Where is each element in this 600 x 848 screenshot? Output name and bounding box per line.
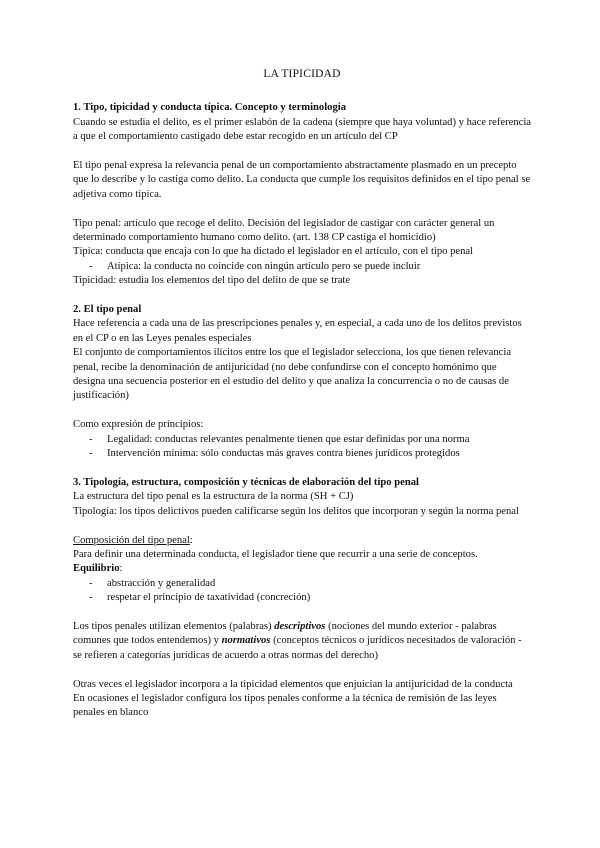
- section-1-paragraph-3: Tipo penal: artículo que recoge el delito. Decisión del legislador de castigar con carácter general un determinado comportamiento humano como delito. (art. 138 CP castiga el homicidio): [73, 217, 495, 244]
- section-1-paragraph-5: Tipicidad: estudia los elementos del tipo del delito de que se trate: [73, 275, 351, 287]
- equilibrio-line: [73, 562, 531, 576]
- composition-colon: :: [189, 534, 193, 546]
- section-3-paragraph-6: En ocasiones el legislador configura los tipos penales conforme a la técnica de remisión de las leyes penales en blanco: [73, 692, 497, 719]
- section-1-paragraph-4: Típica: conducta que encaja con lo que ha dictado el legislador en el artículo, con el tipo penal: [73, 246, 474, 258]
- document-title: LA TIPICIDAD: [263, 68, 341, 80]
- list-item-text: Intervención mínima: sólo conductas más graves contra bienes jurídicos protegidos: [107, 448, 460, 460]
- composition-line: [73, 534, 531, 548]
- list-item: [73, 433, 531, 447]
- section-1-paragraph-2: El tipo penal expresa la relevancia penal de un comportamiento abstractamente plasmado en un precepto que lo describe y lo castiga como delito. La conducta que cumple los requisitos definidos en el tipo penal se adjetiva como típica.: [73, 160, 531, 200]
- list-item-text: Legalidad: conductas relevantes penalmente tienen que estar definidas por una norma: [107, 433, 470, 445]
- composition-label: Composición del tipo penal: [73, 534, 190, 546]
- section-3-paragraph-2: Tipología: los tipos delictivos pueden calificarse según los delitos que incorporan y según la norma penal: [73, 505, 519, 517]
- text-run: (nociones del mundo exterior - palabras comunes que todos entendemos) y: [73, 620, 497, 647]
- section-3-heading: 3. Tipología, estructura, composición y técnicas de elaboración del tipo penal: [73, 476, 419, 488]
- section-2-paragraph-2: El conjunto de comportamientos ilícitos entre los que el legislador selecciona, los que tienen relevancia penal, recibe la denominación de antijuricidad (no debe confundirse con el concepto homónimo que designa una secuencia posterior en el estudio del delito y que analiza la concurrencia o no de causas de justificación): [73, 347, 512, 402]
- section-2-paragraph-1: Hace referencia a cada una de las prescripciones penales y, en especial, a cada uno de los delitos previstos en el CP o en las Leyes penales especiales: [73, 318, 522, 344]
- list-item-text: respetar el principio de taxatividad (concreción): [107, 592, 311, 604]
- bullet-dash: -: [89, 433, 93, 445]
- equilibrio-colon: :: [119, 563, 123, 575]
- section-3-paragraph-3: Para definir una determinada conducta, el legislador tiene que recurrir a una serie de conceptos.: [73, 548, 478, 560]
- equilibrio-label: Equilibrio: [73, 563, 120, 575]
- section-3-paragraph-4: [73, 620, 531, 663]
- list-item: [73, 577, 531, 591]
- bullet-dash: -: [89, 448, 93, 460]
- normativos-term: normativos: [221, 635, 271, 647]
- bullet-dash: -: [89, 577, 93, 589]
- list-item: [73, 591, 531, 605]
- text-run: Los tipos penales utilizan elementos (palabras): [73, 620, 275, 632]
- list-item-text: Atípica: la conducta no coincide con ningún artículo pero se puede incluir: [107, 260, 421, 272]
- section-2-paragraph-3: Como expresión de principios:: [73, 419, 204, 431]
- bullet-dash: -: [89, 592, 93, 604]
- document-page: [73, 67, 531, 721]
- section-2-heading: 2. El tipo penal: [73, 304, 142, 316]
- section-2-bullet-list: [73, 433, 531, 462]
- section-3-bullet-list: [73, 577, 531, 606]
- list-item: [73, 447, 531, 461]
- section-3-paragraph-1: La estructura del tipo penal es la estructura de la norma (SH + CJ): [73, 491, 354, 503]
- text-run: (conceptos técnicos o jurídicos necesitados de valoración - se refieren a categorías jurídicas de acuerdo a otras normas del derecho): [73, 635, 522, 661]
- list-item-text: abstracción y generalidad: [107, 577, 216, 589]
- section-3-paragraph-5: Otras veces el legislador incorpora a la tipicidad elementos que enjuician la antijuricidad de la conducta: [73, 678, 513, 690]
- descriptivos-term: descriptivos: [274, 620, 326, 632]
- section-1-bullet-list: [73, 260, 531, 274]
- bullet-dash: -: [89, 260, 93, 272]
- section-1-heading: 1. Tipo, tipicidad y conducta típica. Concepto y terminología: [73, 102, 347, 114]
- list-item: [73, 260, 531, 274]
- section-1-paragraph-1: Cuando se estudia el delito, es el primer eslabón de la cadena (siempre que haya voluntad) y hace referencia a que el comportamiento castigado debe estar recogido en un artículo del CP: [73, 116, 531, 143]
